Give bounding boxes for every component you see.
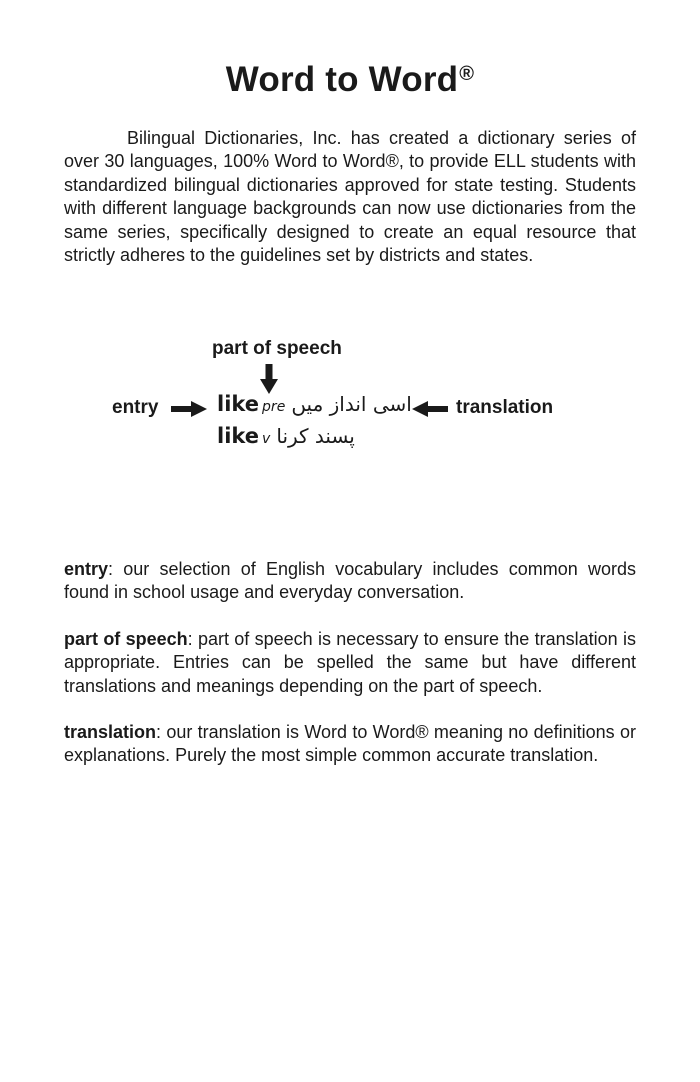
definition-term: entry	[64, 559, 109, 579]
right-arrow-icon	[171, 401, 207, 417]
translation-label: translation	[456, 397, 554, 418]
dictionary-line	[217, 424, 355, 448]
definition-text: : part of speech is necessary to ensure the translation is appropriate. Entries can be spelled the same but have different translations and meanings depending on the part of speech.	[64, 629, 636, 696]
pos-abbrev: pre	[262, 399, 286, 415]
definition-term: part of speech	[64, 629, 188, 649]
pos-abbrev: v	[262, 431, 271, 447]
headword: like	[217, 424, 260, 448]
definition-part-of-speech	[64, 628, 636, 698]
registered-mark: ®	[459, 63, 475, 85]
left-arrow-icon	[412, 401, 448, 417]
headword: like	[217, 392, 260, 416]
dictionary-line	[217, 392, 412, 416]
down-arrow-icon	[258, 364, 280, 394]
definition-text: : our selection of English vocabulary includes common words found in school usage and everyday conversation.	[64, 559, 636, 603]
title-text: Word to Word	[225, 60, 459, 99]
dictionary-entry-diagram	[0, 330, 700, 460]
definition-term: translation	[64, 722, 157, 742]
part-of-speech-label: part of speech	[212, 338, 342, 359]
page-title	[0, 60, 700, 100]
definition-translation	[64, 721, 636, 768]
entry-label: entry	[112, 397, 159, 418]
translation-text: پسند کرنا	[276, 424, 355, 448]
translation-text: اسی انداز میں	[291, 392, 412, 416]
definition-entry	[64, 558, 636, 605]
intro-paragraph: Bilingual Dictionaries, Inc. has created a dictionary series of over 30 languages, 100% Word to Word®, to provide ELL students with standardized bilingual dictionaries approved for state testing. Students with different language backgrounds can now use dictionaries from the same series, specifically designed to create an equal resource that strictly adheres to the guidelines set by districts and states.	[64, 128, 636, 266]
definition-text: : our translation is Word to Word® meaning no definitions or explanations. Purely the most simple common accurate translation.	[64, 722, 636, 766]
